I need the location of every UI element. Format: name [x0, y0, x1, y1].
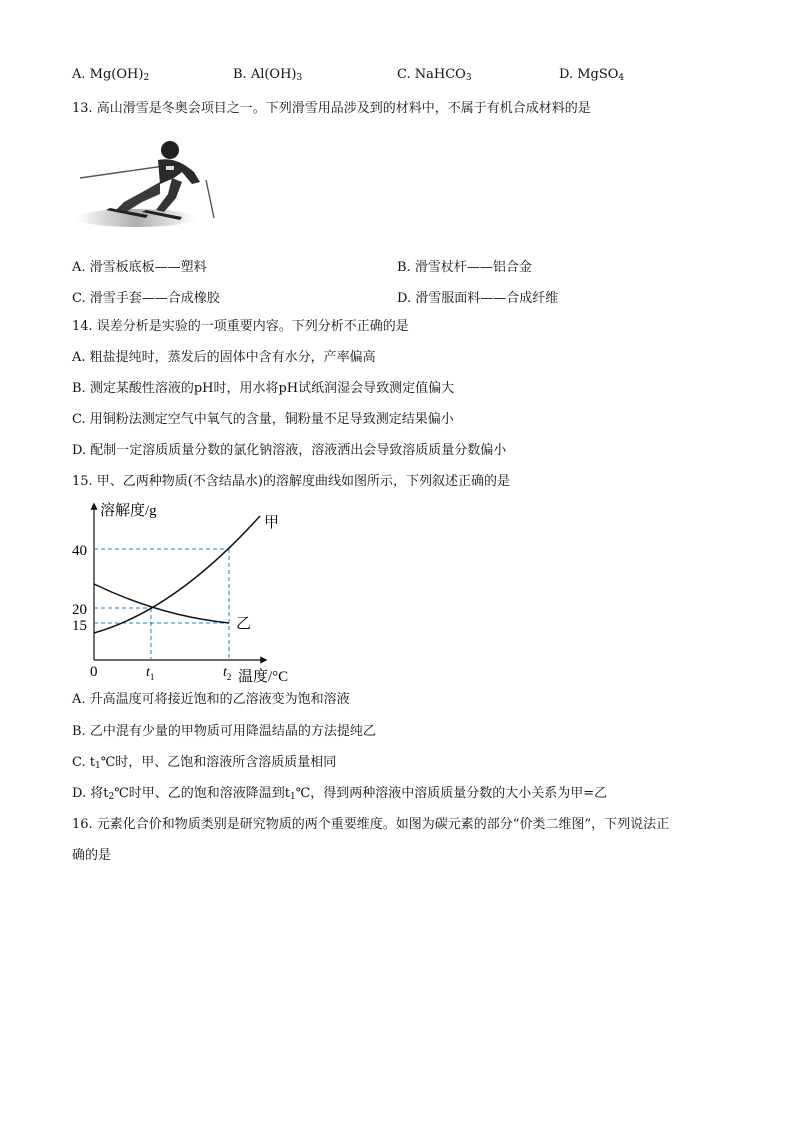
q13-option-a: A. 滑雪板底板——塑料 — [72, 260, 207, 275]
ytick-15: 15 — [72, 618, 87, 634]
x-axis-label: 温度/°C — [238, 669, 289, 685]
series-yi-label: 乙 — [236, 616, 252, 632]
q14-option-c: C. 用铜粉法测定空气中氧气的含量，铜粉量不足导致测定结果偏小 — [72, 412, 454, 427]
solubility-chart — [70, 500, 320, 690]
skier-image — [76, 138, 218, 230]
q13-stem: 13. 高山滑雪是冬奥会项目之一。下列滑雪用品涉及到的材料中，不属于有机合成材料的是 — [72, 101, 591, 116]
q15-option-d: D. 将$t_2℃$时甲、乙的饱和溶液降温到$t_1℃$，得到两种溶液中溶质质量分数的大小关系为甲=乙 — [72, 786, 608, 802]
q12-option-d: D. MgSO$_4$ — [559, 67, 625, 83]
series-jia-label: 甲 — [264, 515, 280, 531]
q15-stem: 15. 甲、乙两种物质(不含结晶水)的溶解度曲线如图所示，下列叙述正确的是 — [72, 474, 510, 489]
q12-option-c: C. NaHCO$_3$ — [397, 67, 472, 83]
q14-option-b: B. 测定某酸性溶液的pH时，用水将pH试纸润湿会导致测定值偏大 — [72, 381, 455, 396]
series-yi-curve — [94, 584, 229, 623]
y-axis-label: 溶解度/g — [100, 503, 157, 519]
q14-option-d: D. 配制一定溶质质量分数的氯化钠溶液，溶液洒出会导致溶质质量分数偏小 — [72, 443, 507, 458]
q12-option-a: A. $Mg(OH)_2$ — [72, 67, 150, 83]
q13-option-c: C. 滑雪手套——合成橡胶 — [72, 291, 220, 306]
q15-option-a: A. 升高温度可将接近饱和的乙溶液变为饱和溶液 — [72, 692, 350, 707]
q16-stem-line2: 确的是 — [72, 848, 112, 863]
xtick-t1: $t_1$ — [146, 665, 155, 682]
ytick-40: 40 — [72, 543, 87, 559]
q15-option-b: B. 乙中混有少量的甲物质可用降温结晶的方法提纯乙 — [72, 724, 376, 739]
xtick-t2: $t_2$ — [223, 665, 232, 682]
q15-option-c: C. $t_1℃$时，甲、乙饱和溶液所含溶质质量相同 — [72, 755, 337, 771]
q16-stem-line1: 16. 元素化合价和物质类别是研究物质的两个重要维度。如图为碳元素的部分“价类二维图”，下列说法正 — [72, 817, 670, 832]
q12-option-b: B. $Al(OH)_3$ — [233, 67, 303, 83]
q13-option-b: B. 滑雪杖杆——铝合金 — [397, 260, 532, 275]
origin-label: 0 — [90, 664, 98, 680]
ytick-20: 20 — [72, 602, 87, 618]
q14-stem: 14. 误差分析是实验的一项重要内容。下列分析不正确的是 — [72, 319, 409, 334]
q13-option-d: D. 滑雪服面料——合成纤维 — [397, 291, 559, 306]
q14-option-a: A. 粗盐提纯时，蒸发后的固体中含有水分，产率偏高 — [72, 350, 376, 365]
